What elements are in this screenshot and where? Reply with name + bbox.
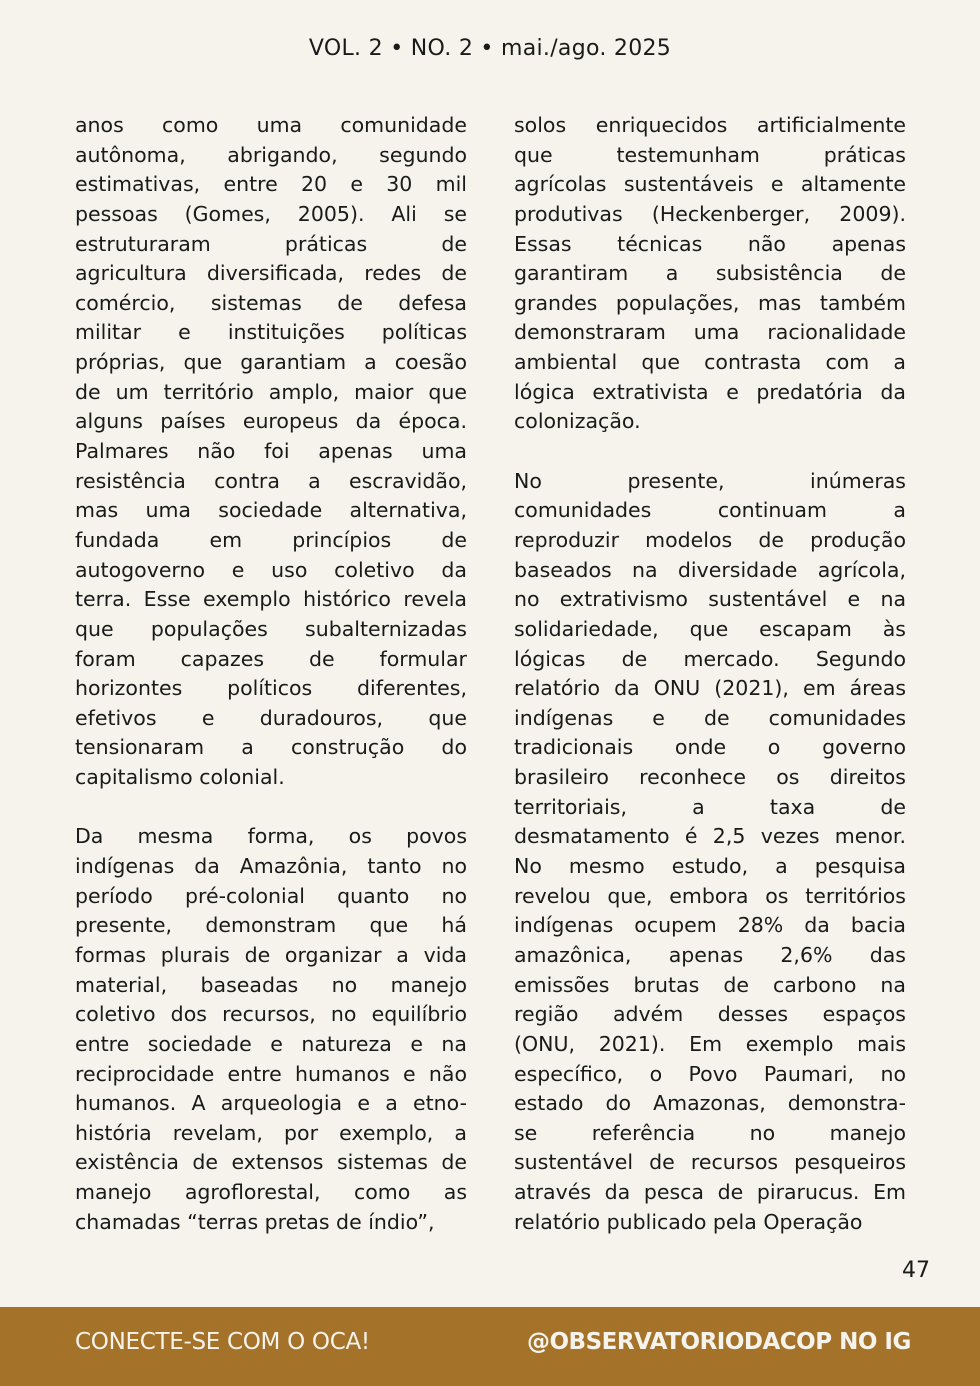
text-line: relatório publicado pela Operação bbox=[514, 1209, 863, 1234]
text-line: grandes populações, mas também bbox=[514, 290, 906, 315]
text-line: se referência no manejo bbox=[514, 1120, 906, 1145]
text-line: baseados na diversidade agrícola, bbox=[514, 557, 906, 582]
text-line: próprias, que garantiam a coesão bbox=[75, 350, 467, 375]
text-line: anos como uma comunidade bbox=[75, 113, 467, 137]
text-line: existência de extensos sistemas de bbox=[75, 1150, 467, 1175]
text-line: específico, o Povo Paumari, no bbox=[514, 1061, 906, 1086]
text-line: material, baseadas no manejo bbox=[75, 972, 467, 997]
text-line: autônoma, abrigando, segundo bbox=[75, 142, 467, 167]
text-line: indígenas e de comunidades bbox=[514, 705, 906, 730]
text-line: no extrativismo sustentável e na bbox=[514, 587, 906, 612]
text-line: tensionaram a construção do bbox=[75, 735, 467, 760]
footer-cta: CONECTE-SE COM O OCA! bbox=[75, 1329, 370, 1355]
text-line: autogoverno e uso coletivo da bbox=[75, 557, 467, 582]
paragraph bbox=[514, 467, 906, 1238]
text-line: emissões brutas de carbono na bbox=[514, 972, 906, 997]
text-line: horizontes políticos diferentes, bbox=[75, 676, 467, 701]
text-line: colonização. bbox=[514, 409, 641, 434]
text-line: reciprocidade entre humanos e não bbox=[75, 1061, 467, 1086]
text-line: revelou que, embora os territórios bbox=[514, 883, 906, 908]
text-line: capitalismo colonial. bbox=[75, 765, 285, 790]
text-line: brasileiro reconhece os direitos bbox=[514, 765, 906, 790]
paragraph bbox=[75, 822, 467, 1237]
text-line: Essas técnicas não apenas bbox=[514, 231, 906, 256]
journal-issue-header: VOL. 2 • NO. 2 • mai./ago. 2025 bbox=[308, 36, 672, 61]
text-line: tradicionais onde o governo bbox=[514, 735, 906, 760]
text-line: solidariedade, que escapam às bbox=[514, 616, 906, 641]
text-line: relatório da ONU (2021), em áreas bbox=[514, 676, 906, 701]
paragraph bbox=[75, 111, 467, 793]
text-line: fundada em princípios de bbox=[75, 527, 467, 552]
text-line: estimativas, entre 20 e 30 mil bbox=[75, 172, 467, 197]
text-column-left bbox=[75, 111, 467, 1237]
text-line: No mesmo estudo, a pesquisa bbox=[514, 854, 906, 879]
text-line: pessoas (Gomes, 2005). Ali se bbox=[75, 201, 467, 226]
paragraph bbox=[514, 111, 906, 437]
text-line: foram capazes de formular bbox=[75, 646, 467, 671]
paragraph-gap bbox=[75, 793, 467, 823]
text-line: que populações subalternizadas bbox=[75, 616, 467, 641]
text-line: terra. Esse exemplo histórico revela bbox=[75, 587, 467, 612]
text-line: agrícolas sustentáveis e altamente bbox=[514, 172, 906, 197]
text-line: lógicas de mercado. Segundo bbox=[514, 646, 906, 671]
text-line: produtivas (Heckenberger, 2009). bbox=[514, 201, 906, 226]
text-line: Palmares não foi apenas uma bbox=[75, 439, 467, 464]
text-line: indígenas ocupem 28% da bacia bbox=[514, 913, 906, 938]
text-line: amazônica, apenas 2,6% das bbox=[514, 942, 906, 967]
text-line: territoriais, a taxa de bbox=[514, 794, 906, 819]
text-line: formas plurais de organizar a vida bbox=[75, 942, 467, 967]
text-line: manejo agroflorestal, como as bbox=[75, 1180, 467, 1205]
text-line: através da pesca de pirarucus. Em bbox=[514, 1180, 906, 1205]
text-line: estado do Amazonas, demonstra- bbox=[514, 1091, 906, 1116]
paragraph-gap bbox=[514, 437, 906, 467]
text-line: resistência contra a escravidão, bbox=[75, 468, 467, 493]
text-line: alguns países europeus da época. bbox=[75, 409, 467, 434]
text-line: militar e instituições políticas bbox=[75, 320, 467, 345]
text-line: solos enriquecidos artificialmente bbox=[514, 113, 906, 137]
text-line: região advém desses espaços bbox=[514, 1002, 906, 1027]
text-line: demonstraram uma racionalidade bbox=[514, 320, 906, 345]
text-line: ambiental que contrasta com a bbox=[514, 350, 906, 375]
page-number: 47 bbox=[902, 1258, 930, 1283]
footer-instagram-handle: @OBSERVATORIODACOP NO IG bbox=[527, 1329, 911, 1355]
text-line: efetivos e duradouros, que bbox=[75, 705, 467, 730]
text-line: de um território amplo, maior que bbox=[75, 379, 467, 404]
text-line: desmatamento é 2,5 vezes menor. bbox=[514, 824, 906, 849]
text-line: agricultura diversificada, redes de bbox=[75, 261, 467, 286]
footer-banner bbox=[0, 1307, 980, 1386]
text-line: (ONU, 2021). Em exemplo mais bbox=[514, 1031, 906, 1056]
text-line: mas uma sociedade alternativa, bbox=[75, 498, 467, 523]
text-line: história revelam, por exemplo, a bbox=[75, 1120, 467, 1145]
text-line: coletivo dos recursos, no equilíbrio bbox=[75, 1002, 467, 1027]
text-line: entre sociedade e natureza e na bbox=[75, 1031, 467, 1056]
text-line: indígenas da Amazônia, tanto no bbox=[75, 854, 467, 879]
text-line: que testemunham práticas bbox=[514, 142, 906, 167]
text-column-right bbox=[514, 111, 906, 1237]
text-line: comércio, sistemas de defesa bbox=[75, 290, 467, 315]
text-line: lógica extrativista e predatória da bbox=[514, 379, 906, 404]
text-line: estruturaram práticas de bbox=[75, 231, 467, 256]
text-line: sustentável de recursos pesqueiros bbox=[514, 1150, 906, 1175]
text-line: período pré-colonial quanto no bbox=[75, 883, 467, 908]
text-line: garantiram a subsistência de bbox=[514, 261, 906, 286]
text-line: Da mesma forma, os povos bbox=[75, 824, 467, 849]
text-line: chamadas “terras pretas de índio”, bbox=[75, 1209, 435, 1234]
text-line: reproduzir modelos de produção bbox=[514, 527, 906, 552]
text-line: humanos. A arqueologia e a etno- bbox=[75, 1091, 467, 1116]
text-line: presente, demonstram que há bbox=[75, 913, 467, 938]
text-line: No presente, inúmeras bbox=[514, 468, 906, 493]
text-line: comunidades continuam a bbox=[514, 498, 906, 523]
